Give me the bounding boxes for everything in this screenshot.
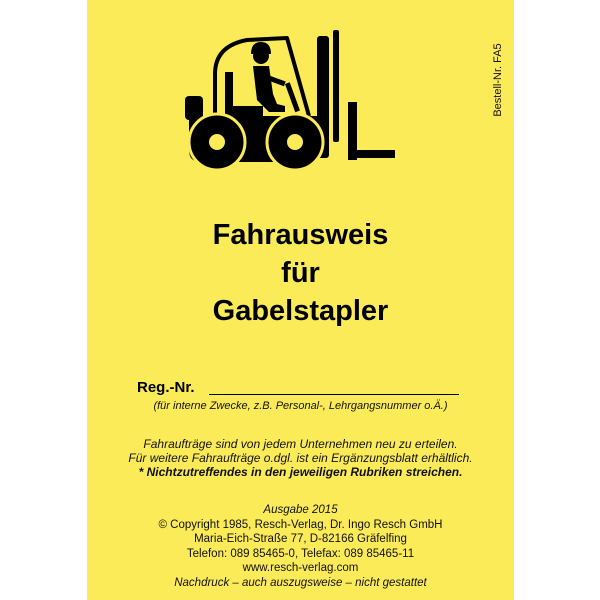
note-line-1: Fahraufträge sind von jedem Unternehmen neu zu erteilen. [143,437,458,451]
notes-block [87,437,514,479]
forklift-icon [185,30,395,170]
forklift-seat [225,106,263,116]
title-line-1: Fahrausweis [212,219,389,251]
copyright: © Copyright 1985, Resch-Verlag, Dr. Ingo Resch GmbH [158,518,443,531]
edition: Ausgabe 2015 [263,504,338,516]
registration-field-line[interactable] [209,394,459,395]
registration-label: Reg.-Nr. [137,379,195,396]
title-line-2: für [281,257,320,289]
website: www.resch-verlag.com [242,562,359,574]
phone: Telefon: 089 85465-0, Telefax: 089 85465-11 [186,547,415,560]
forklift-fork [348,150,395,158]
publisher-footer [87,503,514,590]
steering-column [285,82,300,112]
order-number-text: Bestell-Nr. FA5 [492,43,504,117]
reprint-notice: Nachdruck – auch auszugsweise – nicht gestattet [174,576,427,589]
order-number-label [489,40,507,120]
note-line-2: Für weitere Fahraufträge o.dgl. ist ein Ergänzungsblatt erhältlich. [128,451,473,465]
forklift-mast-inner [333,30,339,142]
registration-note: (für interne Zwecke, z.B. Personal-, Lehrgangsnummer o.Ä.) [153,400,448,412]
title-line-3: Gabelstapler [212,295,389,327]
note-line-3: * Nichtzutreffendes in den jeweiligen Rubriken streichen. [138,465,463,479]
document-title [87,216,514,330]
driver-helmet [251,42,271,54]
address: Maria-Eich-Straße 77, D-82166 Gräfelfing [194,533,407,545]
driver-body [253,66,285,112]
